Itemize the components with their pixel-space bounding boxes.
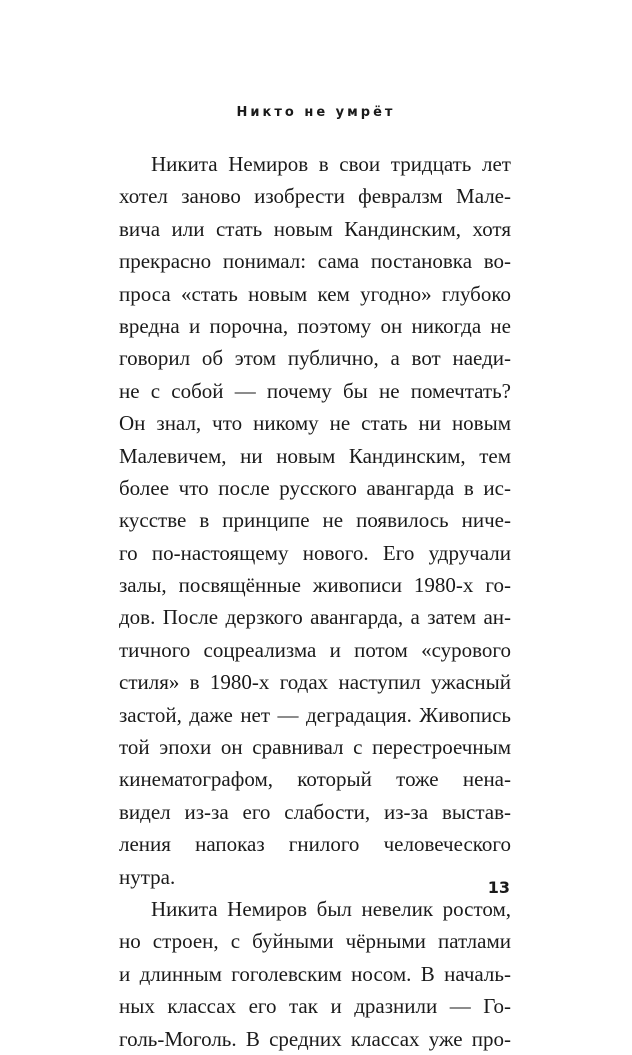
text-line: тичного соцреализма и потом «сурового bbox=[119, 637, 511, 662]
text-line: говорил об этом публично, а вот наеди- bbox=[119, 346, 511, 371]
text-line: го по-настоящему нового. Его удручали bbox=[119, 540, 511, 565]
text-line: застой, даже нет — деградация. Живопись bbox=[119, 702, 511, 727]
text-line: кинематографом, который тоже нена- bbox=[119, 767, 511, 792]
text-line: вича или стать новым Кандинским, хотя bbox=[119, 216, 511, 241]
text-line: дов. После дерзкого авангарда, а затем ан- bbox=[119, 605, 511, 630]
page-number: 13 bbox=[487, 878, 510, 897]
text-line: той эпохи он сравнивал с перестроечным bbox=[119, 735, 511, 760]
text-line: Малевичем, ни новым Кандинским, тем bbox=[119, 443, 511, 468]
text-line: Никита Немиров в свои тридцать лет bbox=[151, 152, 511, 176]
text-line: видел из-за его слабости, из-за выстав- bbox=[119, 799, 511, 824]
text-line: залы, посвящённые живописи 1980-х го- bbox=[119, 573, 511, 598]
text-line: и длинным гоголевским носом. В началь- bbox=[119, 961, 511, 986]
running-head-title: Никто не умрёт bbox=[236, 105, 396, 120]
text-line: ления напоказ гнилого человеческого bbox=[119, 832, 511, 857]
text-line: кусстве в принципе не появилось ниче- bbox=[119, 508, 511, 533]
text-line: вредна и порочна, поэтому он никогда не bbox=[119, 313, 511, 338]
text-line: прекрасно понимал: сама постановка во- bbox=[119, 249, 511, 274]
text-line: хотел заново изобрести февралзм Мале- bbox=[119, 184, 511, 209]
text-line: проса «стать новым кем угодно» глубоко bbox=[119, 281, 511, 306]
text-line: ных классах его так и дразнили — Го- bbox=[119, 994, 511, 1019]
body-text bbox=[119, 148, 511, 1055]
text-line: не с собой — почему бы не помечтать? bbox=[119, 378, 511, 403]
text-line: голь-Моголь. В средних классах уже про- bbox=[119, 1026, 511, 1051]
text-line: нутра. bbox=[119, 864, 176, 889]
text-line: но строен, с буйными чёрными патлами bbox=[119, 929, 511, 954]
text-line: Никита Немиров был невелик ростом, bbox=[151, 896, 511, 921]
text-line: Он знал, что никому не стать ни новым bbox=[119, 411, 511, 436]
text-line: стиля» в 1980-х годах наступил ужасный bbox=[119, 670, 511, 695]
text-line: более что после русского авангарда в ис- bbox=[119, 475, 511, 500]
